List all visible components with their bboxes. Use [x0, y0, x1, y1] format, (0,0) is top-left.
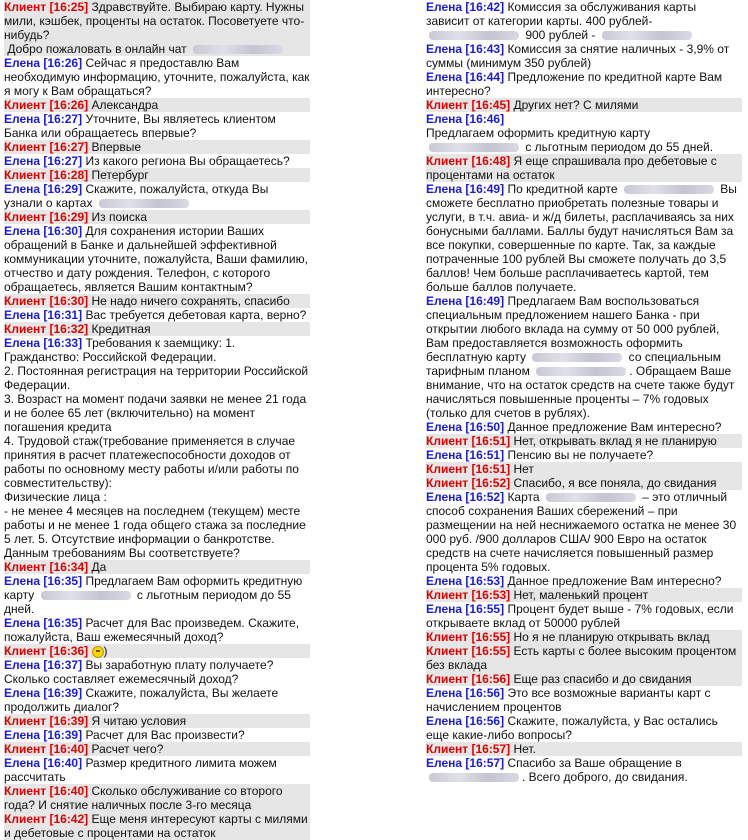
message-time: [16:44]	[465, 70, 505, 84]
message-text: Размер кредитного лимита можем рассчитать	[4, 756, 281, 784]
message-text: Здравствуйте. Выбираю карту. Нужны мили, кэшбек, проценты на остаток. Посоветуете что-нибудь? Добро пожаловать в онлайн чат	[4, 0, 305, 56]
speaker-name: Елена	[426, 490, 463, 504]
message-client	[4, 714, 310, 728]
message-text: с льготным периодом до 55 дней.	[522, 140, 714, 154]
message-text: Карта	[504, 490, 543, 504]
chat-column-left	[4, 0, 313, 840]
message-time: [16:49]	[465, 182, 505, 196]
message-time: [16:35]	[43, 574, 83, 588]
speaker-name: Клиент	[4, 812, 47, 826]
message-text: По кредитной карте	[504, 182, 621, 196]
message-client	[426, 462, 742, 476]
speaker-name: Елена	[426, 294, 463, 308]
message-time: [16:56]	[465, 714, 505, 728]
message-client	[4, 560, 310, 574]
message-text: со специальным тарифным планом	[426, 350, 725, 378]
redacted-text	[532, 353, 622, 362]
speaker-name: Клиент	[426, 644, 469, 658]
speaker-name: Клиент	[4, 140, 47, 154]
message-client	[4, 210, 310, 224]
speaker-name: Елена	[426, 70, 463, 84]
redacted-text	[193, 45, 283, 54]
speaker-name: Елена	[4, 616, 41, 630]
message-time: [16:40]	[49, 784, 89, 798]
message-time: [16:37]	[43, 658, 83, 672]
message-text: Спасибо, я все поняла, до свидания	[510, 476, 717, 490]
redacted-text	[546, 493, 636, 502]
message-time: [16:35]	[43, 616, 83, 630]
speaker-name: Клиент	[4, 0, 47, 14]
message-text: Сколько обслуживание со второго года? И снятие наличных после 3-го месяца	[4, 784, 286, 812]
message-text: Не надо ничего сохранять, спасибо	[88, 294, 290, 308]
message-agent	[426, 490, 742, 574]
message-text: Нет, маленький процент	[510, 588, 649, 602]
speaker-name: Елена	[4, 574, 41, 588]
message-time: [16:55]	[471, 644, 511, 658]
speaker-name: Клиент	[426, 588, 469, 602]
message-text: Нет, открывать вклад я не планирую	[510, 434, 717, 448]
speaker-name: Клиент	[426, 154, 469, 168]
message-client	[4, 784, 310, 812]
smiley-icon	[92, 646, 104, 658]
message-client	[426, 476, 742, 490]
speaker-name: Елена	[426, 574, 463, 588]
speaker-name: Клиент	[4, 784, 47, 798]
message-time: [16:39]	[49, 714, 89, 728]
message-text: Требования к заемщику: 1. Гражданство: Российской Федерации. 2. Постоянная регистрация на территории Российской Федерации. 3. Возраст на момент подачи заявки не менее 21 года и не более 65 лет (включительно) на момент погашения кредита 4. Трудовой стаж(требование применяется в случае принятия в расчет платежеспособности доходов от работы по основному месту работы и/или работы по совместительству): Физические лица : - не менее 4 месяцев на последнем (текущем) месте работы и не менее 1 года общего стажа за последние 5 лет. 5. Отсутствие информации о банкротстве. Данным требованиям Вы соответствуете?	[4, 336, 309, 560]
speaker-name: Елена	[4, 756, 41, 770]
message-text	[88, 644, 91, 658]
message-client	[426, 644, 742, 672]
redacted-text	[429, 31, 519, 40]
message-time: [16:28]	[49, 168, 89, 182]
message-agent	[4, 616, 310, 644]
message-time: [16:26]	[43, 56, 83, 70]
message-time: [16:26]	[49, 98, 89, 112]
message-text: Скажите, пожалуйста, откуда Вы узнали о картах	[4, 182, 272, 210]
speaker-name: Клиент	[4, 644, 47, 658]
message-time: [16:32]	[49, 322, 89, 336]
message-time: [16:51]	[471, 462, 511, 476]
message-text: Комиссия за снятие наличных - 3,9% от суммы (минимум 350 рублей)	[426, 42, 733, 70]
message-text: Петербург	[88, 168, 149, 182]
message-text: 900 рублей -	[522, 28, 599, 42]
message-time: [16:45]	[471, 98, 511, 112]
speaker-name: Елена	[426, 686, 463, 700]
message-text: Процент будет выше - 7% годовых, если открываете вклад от 50000 рублей	[426, 602, 737, 630]
message-agent	[4, 154, 310, 168]
message-time: [16:57]	[465, 756, 505, 770]
message-text: . Всего доброго, до свидания.	[522, 770, 688, 784]
message-time: [16:39]	[43, 728, 83, 742]
message-text: Расчет для Вас произвести?	[82, 728, 245, 742]
message-client	[4, 742, 310, 756]
message-agent	[4, 56, 313, 98]
message-time: [16:56]	[471, 672, 511, 686]
message-text: Александра	[88, 98, 159, 112]
redacted-text	[429, 773, 519, 782]
message-text: Впервые	[88, 140, 142, 154]
message-time: [16:56]	[465, 686, 505, 700]
message-text: Комиссия за обслуживания карты зависит от категории карты. 400 рублей-	[426, 0, 700, 28]
message-time: [16:55]	[471, 630, 511, 644]
message-time: [16:48]	[471, 154, 511, 168]
message-agent	[426, 686, 742, 714]
message-agent	[4, 756, 310, 784]
message-agent	[4, 336, 310, 560]
speaker-name: Елена	[426, 0, 463, 14]
speaker-name: Елена	[4, 308, 41, 322]
speaker-name: Елена	[4, 182, 41, 196]
speaker-name: Елена	[426, 602, 463, 616]
message-text: Сейчас я предоставлю Вам необходимую информацию, уточните, пожалуйста, как я могу к Вам обращаться?	[4, 56, 313, 98]
speaker-name: Клиент	[426, 742, 469, 756]
message-text: Для сохранения истории Ваших обращений в Банке и дальнейшей эффективной коммуникации уточните, пожалуйста, Ваши фамилию, отчество и дату рождения. Телефон, с которого обращаетесь, является Вашим контактным?	[4, 224, 312, 294]
message-text: . Обращаем Ваше внимание, что на остаток средств на счете также будут начисляться повышенные проценты – 7% годовых (только для счетов в рублях).	[426, 364, 738, 420]
speaker-name: Клиент	[426, 434, 469, 448]
message-text: Из поиска	[88, 210, 148, 224]
message-agent	[4, 686, 310, 714]
speaker-name: Клиент	[426, 630, 469, 644]
message-time: [16:53]	[471, 588, 511, 602]
redacted-text	[536, 367, 626, 376]
message-text: – это отличный способ сохранения Ваших сбережений – при размещении на ней неснижаемого остатка не менее 30 000 руб. /900 долларов США/ 900 Евро на остаток средств на счете начисляется повышенный размер процента 5% годовых.	[426, 490, 740, 574]
speaker-name: Клиент	[426, 98, 469, 112]
message-agent	[426, 70, 742, 98]
message-text: Предложение по кредитной карте Вам интересно?	[426, 70, 726, 98]
message-text: Я еще спрашивала про дебетовые с процентами на остаток	[426, 154, 721, 182]
chat-column-right	[426, 0, 742, 784]
message-text: Да	[88, 560, 107, 574]
message-time: [16:36]	[49, 644, 89, 658]
message-client	[4, 812, 310, 840]
message-time: [16:29]	[43, 182, 83, 196]
speaker-name: Елена	[4, 112, 41, 126]
message-text: Данное предложение Вам интересно?	[504, 420, 722, 434]
message-agent	[4, 574, 310, 616]
speaker-name: Клиент	[426, 462, 469, 476]
message-time: [16:27]	[49, 140, 89, 154]
message-text: Но я не планирую открывать вклад	[510, 630, 710, 644]
speaker-name: Елена	[4, 658, 41, 672]
redacted-text	[41, 591, 131, 600]
message-text: Предлагаем Вам воспользоваться специальным предложением нашего Банка - при открытии любого вклада на сумму от 50 000 рублей, Вам предоставляется возможность оформить бесплатную карту	[426, 294, 723, 364]
message-agent	[4, 112, 310, 140]
message-time: [16:55]	[465, 602, 505, 616]
message-time: [16:53]	[465, 574, 505, 588]
message-agent	[426, 756, 742, 784]
message-client	[4, 322, 310, 336]
message-time: [16:40]	[49, 742, 89, 756]
message-client	[426, 434, 742, 448]
speaker-name: Елена	[426, 756, 463, 770]
speaker-name: Клиент	[426, 672, 469, 686]
message-text: Есть карты с более высоким процентом без вклада	[426, 644, 740, 672]
speaker-name: Клиент	[426, 476, 469, 490]
speaker-name: Елена	[426, 714, 463, 728]
message-agent	[426, 42, 742, 70]
message-time: [16:30]	[43, 224, 83, 238]
message-client	[426, 588, 742, 602]
message-client	[426, 154, 742, 182]
message-text: Нет.	[510, 742, 536, 756]
message-time: [16:50]	[465, 420, 505, 434]
message-client	[4, 98, 310, 112]
message-client	[426, 98, 742, 112]
message-text: Это все возможные варианты карт с начислением процентов	[426, 686, 714, 714]
message-agent	[426, 182, 742, 294]
message-time: [16:33]	[43, 336, 83, 350]
message-text: Уточните, Вы являетесь клиентом Банка или обращаетесь впервые?	[4, 112, 280, 140]
speaker-name: Клиент	[4, 210, 47, 224]
message-time: [16:39]	[43, 686, 83, 700]
message-text: Кредитная	[88, 322, 151, 336]
message-agent	[426, 602, 742, 630]
message-client	[4, 294, 310, 308]
speaker-name: Клиент	[4, 98, 47, 112]
message-text: Предлагаем оформить кредитную карту	[426, 126, 651, 140]
message-agent	[4, 658, 310, 686]
message-text: Скажите, пожалуйста, у Вас остались еще какие-либо вопросы?	[426, 714, 722, 742]
message-client	[426, 630, 742, 644]
message-text: Скажите, пожалуйста, Вы желаете продолжить диалог?	[4, 686, 282, 714]
speaker-name: Клиент	[4, 322, 47, 336]
message-agent	[426, 112, 742, 154]
speaker-name: Клиент	[4, 560, 47, 574]
message-text: Вас требуется дебетовая карта, верно?	[82, 308, 307, 322]
message-text: Пенсию вы не получаете?	[504, 448, 654, 462]
redacted-text	[602, 31, 692, 40]
message-agent	[426, 448, 742, 462]
redacted-text	[624, 185, 714, 194]
message-time: [16:40]	[43, 756, 83, 770]
message-time: [16:30]	[49, 294, 89, 308]
redacted-text	[429, 143, 519, 152]
message-time: [16:29]	[49, 210, 89, 224]
message-text: с льготным периодом до 55 дней.	[4, 588, 295, 616]
speaker-name: Елена	[4, 224, 41, 238]
message-client	[4, 140, 310, 154]
speaker-name: Елена	[4, 728, 41, 742]
speaker-name: Елена	[4, 154, 41, 168]
message-text: Нет	[510, 462, 534, 476]
speaker-name: Клиент	[4, 168, 47, 182]
message-time: [16:46]	[465, 112, 505, 126]
message-time: [16:42]	[49, 812, 89, 826]
message-client	[4, 168, 310, 182]
message-text: Еще меня интересуют карты с милями и дебетовые с процентами на остаток	[4, 812, 312, 840]
message-time: [16:52]	[471, 476, 511, 490]
message-text: Предлагаем Вам оформить кредитную карту	[4, 574, 306, 602]
message-agent	[426, 574, 742, 588]
speaker-name: Клиент	[4, 742, 47, 756]
message-text: Расчет для Вас произведем. Скажите, пожалуйста, Ваш ежемесячный доход?	[4, 616, 303, 644]
message-text: Спасибо за Ваше обращение в	[504, 756, 686, 770]
message-text: Вы сможете бесплатно приобретать полезные товары и услуги, в т.ч. авиа- и ж/д билеты, расплачиваясь за них бонусными баллами. Баллы будут начисляться Вам за все покупки, совершенные по карте. Так, за каждые потраченные 100 рублей Вы сможете получать до 3,5 баллов! Чем больше расплачиваетесь картой, тем больше баллов получаете.	[426, 182, 741, 294]
message-text: )	[103, 644, 108, 658]
message-text: Данное предложение Вам интересно?	[504, 574, 722, 588]
speaker-name: Елена	[4, 56, 41, 70]
message-agent	[426, 420, 742, 434]
message-time: [16:52]	[465, 490, 505, 504]
speaker-name: Елена	[426, 420, 463, 434]
message-time: [16:51]	[465, 448, 505, 462]
message-time: [16:25]	[49, 0, 89, 14]
speaker-name: Елена	[4, 686, 41, 700]
message-client	[4, 0, 310, 56]
message-agent	[4, 182, 310, 210]
speaker-name: Елена	[4, 336, 41, 350]
message-text: Я читаю условия	[88, 714, 187, 728]
speaker-name: Елена	[426, 42, 463, 56]
message-agent	[426, 714, 742, 742]
message-time: [16:49]	[465, 294, 505, 308]
message-time: [16:27]	[43, 112, 83, 126]
message-agent	[426, 294, 742, 420]
message-agent	[4, 224, 310, 294]
message-agent	[4, 308, 310, 322]
message-client	[426, 672, 742, 686]
speaker-name: Елена	[426, 448, 463, 462]
message-time: [16:31]	[43, 308, 83, 322]
message-text: Других нет? С милями	[510, 98, 639, 112]
message-time: [16:42]	[465, 0, 505, 14]
message-agent	[4, 728, 310, 742]
message-time: [16:51]	[471, 434, 511, 448]
message-time: [16:43]	[465, 42, 505, 56]
speaker-name: Елена	[426, 182, 463, 196]
message-time: [16:34]	[49, 560, 89, 574]
message-text: Вы заработную плату получаете? Сколько составляет ежемесячный доход?	[4, 658, 277, 686]
redacted-text	[99, 199, 189, 208]
speaker-name: Клиент	[4, 714, 47, 728]
message-agent	[426, 0, 742, 42]
speaker-name: Клиент	[4, 294, 47, 308]
message-client	[426, 742, 742, 756]
message-text: Расчет чего?	[88, 742, 164, 756]
message-text: Из какого региона Вы обращаетесь?	[82, 154, 290, 168]
message-time: [16:57]	[471, 742, 511, 756]
message-time: [16:27]	[43, 154, 83, 168]
message-text: Еще раз спасибо и до свидания	[510, 672, 692, 686]
message-client	[4, 644, 310, 658]
speaker-name: Елена	[426, 112, 463, 126]
